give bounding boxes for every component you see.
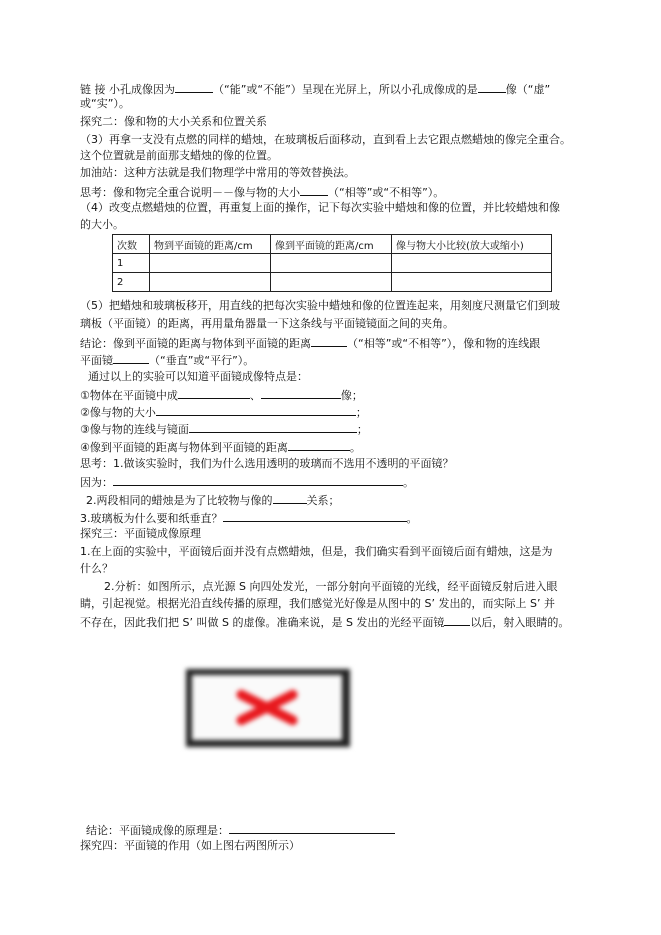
text-line: 1.在上面的实验中，平面镜后面并没有点燃蜡烛，但是，我们确实看到平面镜后面有蜡烛，这是为: [80, 545, 553, 558]
table-header-row: [113, 235, 552, 254]
text-line: 睛，引起视觉。根据光沿直线传播的原理，我们感觉光好像是从图中的 S’ 发出的，而实际上 S’ 并: [80, 597, 555, 610]
table-header-cell: 像到平面镜的距离/cm: [271, 235, 392, 254]
section-heading: 探究二：像和物的大小关系和位置关系: [80, 115, 267, 128]
text-line: [80, 81, 550, 97]
text-line: [80, 474, 414, 490]
fill-blank[interactable]: [311, 335, 347, 347]
text-line: 的大小。: [80, 218, 124, 231]
text-line: [80, 335, 540, 351]
list-item: [80, 439, 361, 455]
text-fragment: ②像与物的大小: [80, 406, 156, 419]
text-fragment: ③像与物的连线与镜面: [80, 423, 189, 436]
text-fragment: 因为：: [80, 476, 113, 489]
fill-blank[interactable]: [261, 387, 341, 399]
fill-blank[interactable]: [178, 387, 250, 399]
text-fragment: 结论：平面镜成像的原理是：: [86, 824, 229, 837]
table-header-cell: 次数: [113, 235, 150, 254]
text-fragment: 以后，射入眼睛的。: [470, 616, 570, 629]
text-fragment: ④像到平面镜的距离与物体到平面镜的距离: [80, 441, 288, 454]
section-heading: 探究四：平面镜的作用（如上图右两图所示）: [80, 839, 300, 852]
fill-blank[interactable]: [288, 439, 350, 451]
text-line: （5）把蜡烛和玻璃板移开，用直线的把每次实验中蜡烛和像的位置连起来，用刻度尺测量它们到玻: [80, 299, 560, 312]
fill-blank[interactable]: [189, 421, 357, 433]
broken-image-x-icon: [192, 675, 342, 740]
text-line: 璃板（平面镜）的距离，再用量角器量一下这条线与平面镜镜面之间的夹角。: [80, 317, 454, 330]
text-fragment: 像；: [340, 389, 363, 402]
fill-blank[interactable]: [273, 492, 307, 504]
text-fragment: 结论：像到平面镜的距离与物体到平面镜的距离: [80, 337, 311, 350]
list-item: [80, 387, 363, 403]
text-fragment: （“能”或“不能”）呈现在光屏上，所以小孔成像成的是: [213, 83, 478, 96]
fill-blank[interactable]: [156, 404, 356, 416]
text-fragment: 。: [403, 476, 414, 489]
table-row: [113, 273, 552, 292]
text-fragment: 像（“虚”: [505, 83, 551, 96]
fill-blank[interactable]: [478, 81, 506, 93]
table-cell: 1: [113, 254, 150, 273]
text-fragment: （“相等”或“不相等”）。: [328, 186, 445, 199]
list-item: [80, 421, 368, 437]
text-line: 或“实”）。: [80, 97, 130, 110]
text-line: [86, 822, 395, 838]
table-cell[interactable]: [392, 273, 552, 292]
text-fragment: 不存在，因此我们把 S’ 叫做 S 的虚像。准确来说，是 S 发出的光经平面镜: [80, 616, 445, 629]
text-line: [80, 614, 569, 630]
text-fragment: 。: [349, 441, 361, 454]
text-line: 思考：1.做该实验时，我们为什么选用透明的玻璃而不选用不透明的平面镜？: [80, 457, 454, 470]
text-line: 通过以上的实验可以知道平面镜成像特点是：: [88, 370, 308, 383]
table-cell[interactable]: [271, 273, 392, 292]
text-line: 这个位置就是前面那支蜡烛的像的位置。: [80, 149, 278, 162]
fill-blank[interactable]: [300, 184, 328, 196]
text-fragment: ；: [356, 423, 368, 436]
text-fragment: 2.两段相同的蜡烛是为了比较物与像的: [86, 494, 273, 507]
fill-blank[interactable]: [113, 474, 403, 486]
table-cell[interactable]: [271, 254, 392, 273]
text-line: [80, 352, 254, 368]
text-fragment: 链 接 小孔成像因为: [80, 83, 175, 96]
text-fragment: （“垂直”或“平行”）。: [149, 354, 255, 367]
fill-blank[interactable]: [229, 822, 395, 834]
fill-blank[interactable]: [113, 352, 149, 364]
text-fragment: ；: [355, 406, 367, 419]
text-fragment: 。: [406, 512, 418, 525]
list-item: [80, 404, 367, 420]
table-header-cell: 物到平面镜的距离/cm: [150, 235, 271, 254]
table-cell[interactable]: [392, 254, 552, 273]
section-heading: 探究三：平面镜成像原理: [80, 527, 201, 540]
fill-blank[interactable]: [175, 81, 213, 93]
text-line: 加油站：这种方法就是我们物理学中常用的等效替换法。: [80, 166, 355, 179]
text-fragment: ①物体在平面镜中成: [80, 389, 178, 402]
table-cell[interactable]: [150, 273, 271, 292]
text-line: [80, 510, 418, 526]
table-header-cell: 像与物大小比较(放大或缩小): [392, 235, 552, 254]
figure-placeholder: [183, 666, 353, 750]
text-line: [80, 184, 444, 200]
text-line: （3）再拿一支没有点燃的同样的蜡烛，在玻璃板后面移动，直到看上去它跟点燃蜡烛的像完全重合。: [80, 133, 571, 146]
image-frame: [186, 669, 350, 747]
text-fragment: 关系；: [306, 494, 340, 507]
text-fragment: 平面镜: [80, 354, 113, 367]
text-fragment: 3.玻璃板为什么要和纸垂直？: [80, 512, 223, 525]
fill-blank[interactable]: [223, 510, 407, 522]
text-line: 2.分析：如图所示，点光源 S 向四处发光，一部分射向平面镜的光线，经平面镜反射后进入眼: [104, 580, 558, 593]
table-cell: 2: [113, 273, 150, 292]
text-line: [86, 492, 340, 508]
fill-blank[interactable]: [444, 614, 470, 626]
text-line: （4）改变点燃蜡烛的位置，再重复上面的操作，记下每次实验中蜡烛和像的位置，并比较蜡烛和像: [80, 201, 560, 214]
text-line: 什么？: [80, 562, 113, 575]
text-fragment: （“相等”或“不相等”），像和物的连线跟: [347, 337, 541, 350]
table-row: [113, 254, 552, 273]
table-cell[interactable]: [150, 254, 271, 273]
text-fragment: 思考：像和物完全重合说明－－像与物的大小: [80, 186, 300, 199]
text-fragment: 、: [249, 389, 261, 402]
data-table: [112, 234, 552, 292]
